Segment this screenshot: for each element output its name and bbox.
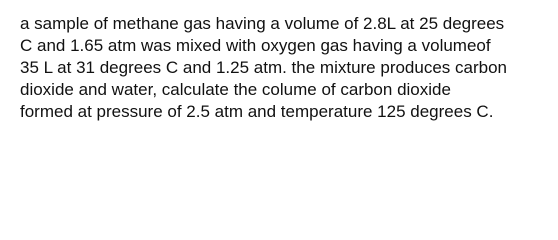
question-line: formed at pressure of 2.5 atm and temperature 125 degrees C. xyxy=(20,102,494,121)
question-line: C and 1.65 atm was mixed with oxygen gas having a volumeof xyxy=(20,36,491,55)
question-line: dioxide and water, calculate the colume of carbon dioxide xyxy=(20,80,451,99)
question-line: a sample of methane gas having a volume of 2.8L at 25 degrees xyxy=(20,14,505,33)
question-line: 35 L at 31 degrees C and 1.25 atm. the mixture produces carbon xyxy=(20,58,507,77)
